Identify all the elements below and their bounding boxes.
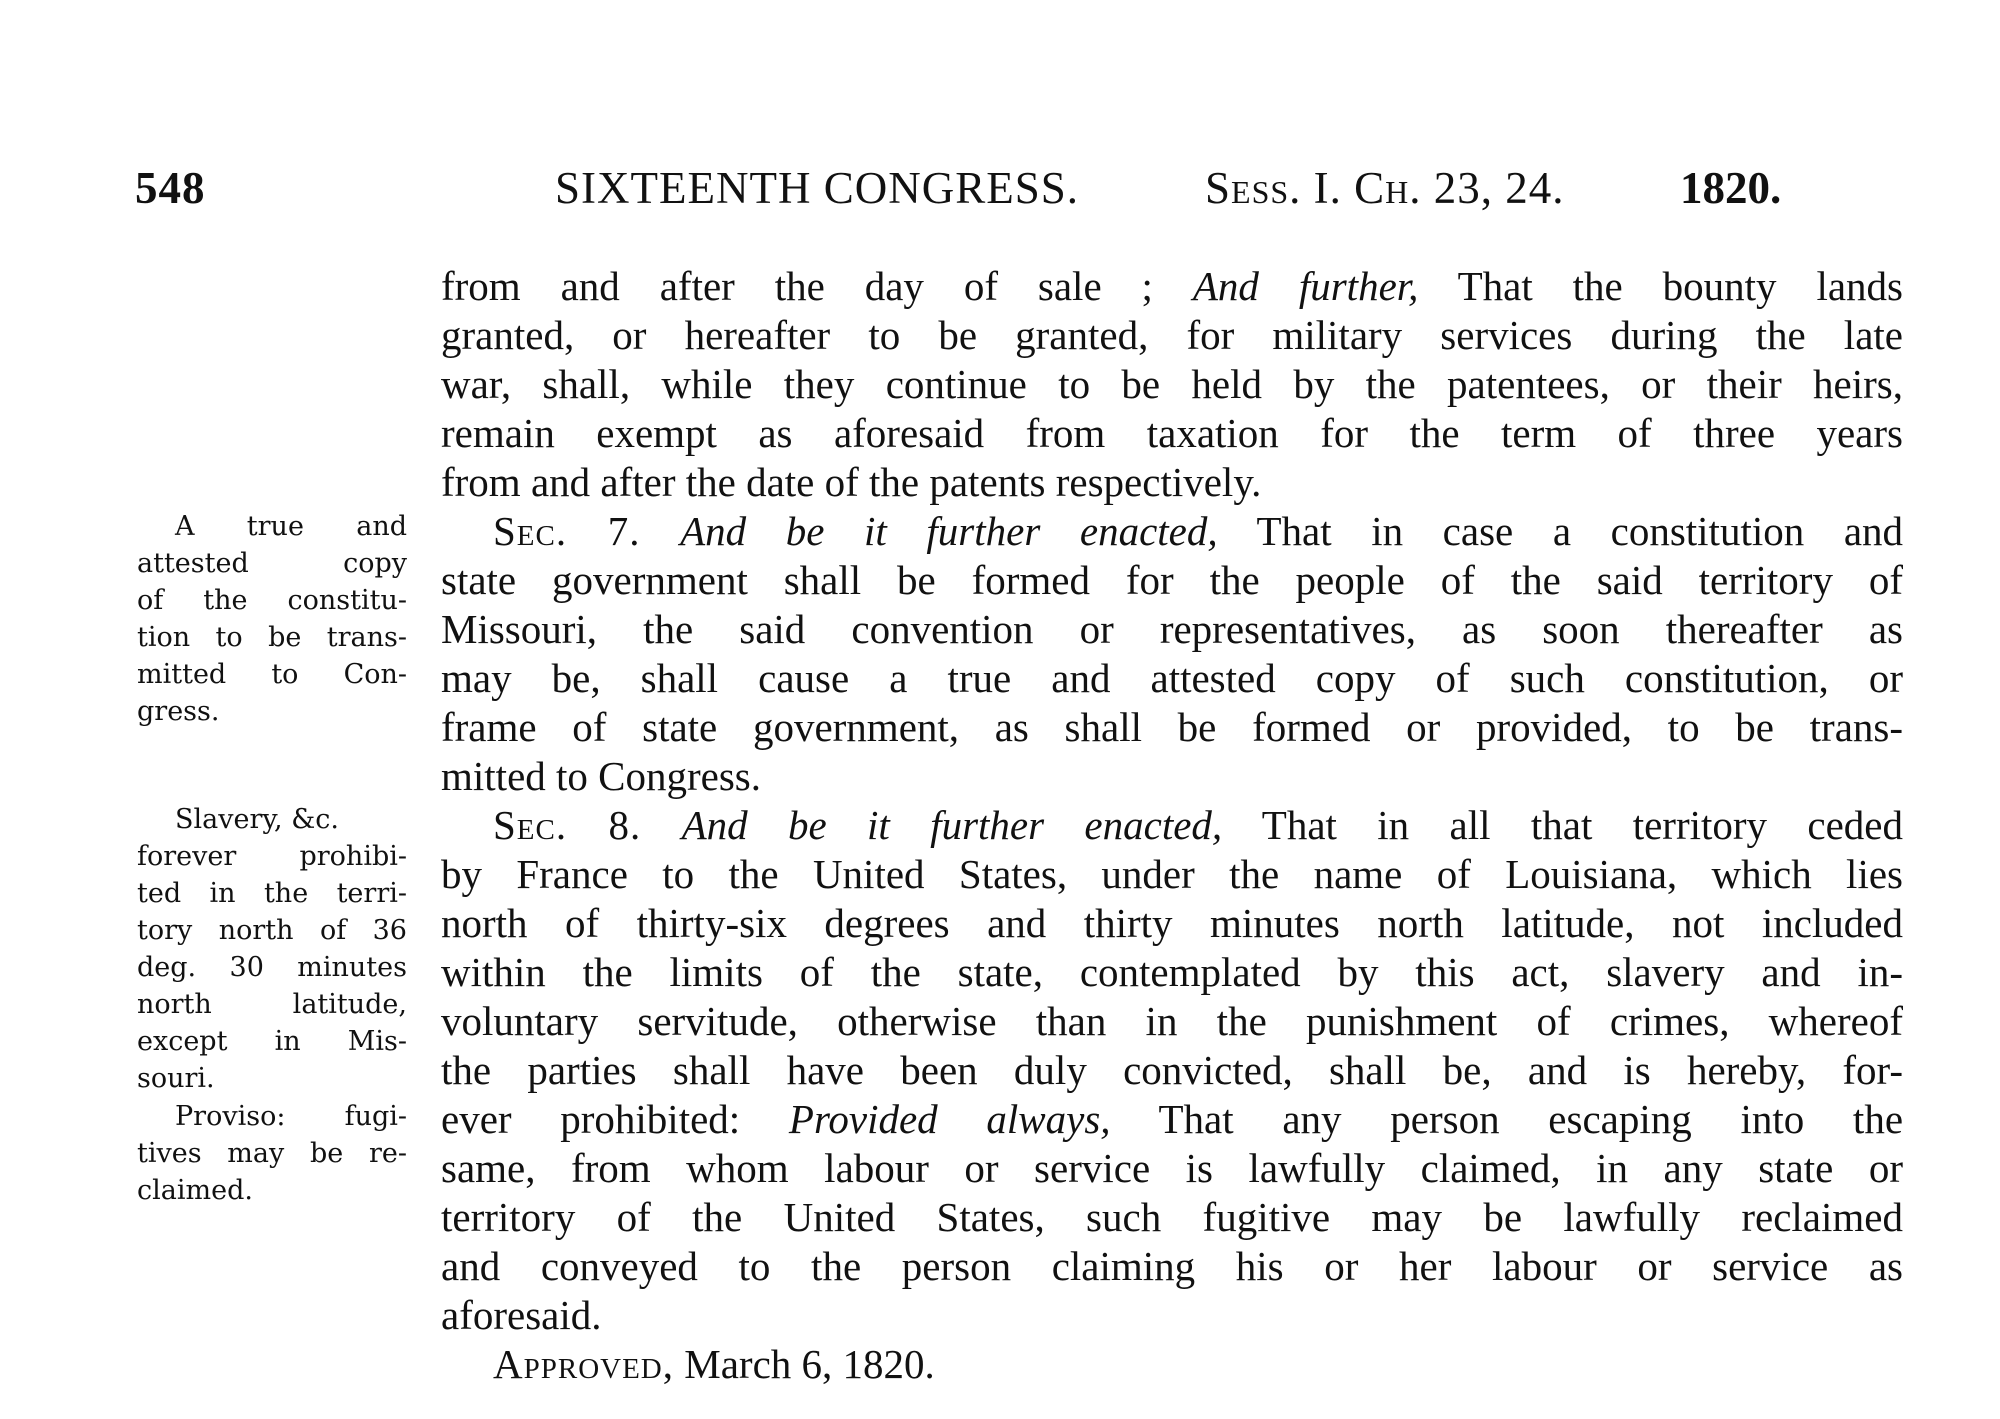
approval-date: March 6, 1820. <box>684 1341 935 1387</box>
running-header <box>135 158 1905 218</box>
text-fragment: That in case a constitution and <box>1256 508 1903 554</box>
margin-note-line: tives may be re- <box>137 1138 407 1169</box>
text-fragment: ever prohibited: <box>441 1096 741 1142</box>
emphasis-provided-always: Provided always, <box>788 1096 1111 1142</box>
margin-note-proviso-fugitives <box>137 1098 407 1209</box>
margin-note-line: Proviso: fugi- <box>175 1101 407 1132</box>
text-line: within the limits of the state, contemplated by this act, slavery and in- <box>441 949 1903 995</box>
text-fragment: That in all that territory ceded <box>1261 802 1903 848</box>
margin-note-slavery-prohibited <box>137 801 407 1097</box>
margin-note-line: except in Mis- <box>137 1026 407 1057</box>
text-line: frame of state government, as shall be formed or provided, to be trans- <box>441 704 1903 750</box>
section-7 <box>441 507 1903 801</box>
text-fragment: That the bounty lands <box>1457 263 1903 309</box>
margin-note-line: claimed. <box>137 1175 253 1206</box>
text-line: aforesaid. <box>441 1292 602 1338</box>
section-7-label: Sec. 7. <box>493 508 641 554</box>
text-line: north of thirty-six degrees and thirty minutes north latitude, not included <box>441 900 1903 946</box>
text-line: the parties shall have been duly convicted, shall be, and is hereby, for- <box>441 1047 1903 1093</box>
body-text <box>441 262 1903 1340</box>
text-line: granted, or hereafter to be granted, for military services during the late <box>441 312 1903 358</box>
section-8 <box>441 801 1903 1340</box>
margin-note-line: attested copy <box>137 548 407 579</box>
emphasis-and-further: And further, <box>1192 263 1419 309</box>
margin-note-line: ted in the terri- <box>137 878 407 909</box>
margin-note-line: Slavery, &c. <box>175 804 339 835</box>
margin-note-line: souri. <box>137 1063 215 1094</box>
session-chapter-reference: Sess. I. Ch. 23, 24. <box>1205 163 1565 213</box>
header-year: 1820. <box>1680 163 1782 213</box>
margin-note-line: deg. 30 minutes <box>137 952 407 983</box>
text-line <box>441 262 1903 311</box>
text-line: voluntary servitude, otherwise than in the punishment of crimes, whereof <box>441 998 1903 1044</box>
page-number: 548 <box>135 163 206 213</box>
text-line: and conveyed to the person claiming his or her labour or service as <box>441 1243 1903 1289</box>
text-line: Missouri, the said convention or representatives, as soon thereafter as <box>441 606 1903 652</box>
text-line: state government shall be formed for the people of the said territory of <box>441 557 1903 603</box>
margin-note-copy-of-constitution <box>137 508 407 730</box>
margin-note-line: mitted to Con- <box>137 659 407 690</box>
margin-note-line: A true and <box>175 511 407 542</box>
margin-note-line: gress. <box>137 696 220 727</box>
section-8-enacting-clause: And be it further enacted, <box>681 802 1223 848</box>
text-line: remain exempt as aforesaid from taxation for the term of three years <box>441 410 1903 456</box>
text-line: by France to the United States, under the name of Louisiana, which lies <box>441 851 1903 897</box>
text-line: mitted to Congress. <box>441 753 762 799</box>
approved-label: Approved, <box>493 1341 675 1387</box>
approval-line <box>493 1340 935 1389</box>
margin-note-line: north latitude, <box>137 989 407 1020</box>
text-line: may be, shall cause a true and attested copy of such constitution, or <box>441 655 1903 701</box>
continuation-paragraph <box>441 262 1903 507</box>
section-7-first-line <box>441 507 1903 556</box>
text-line: territory of the United States, such fugitive may be lawfully reclaimed <box>441 1194 1903 1240</box>
section-8-label: Sec. 8. <box>493 802 642 848</box>
text-line: from and after the date of the patents respectively. <box>441 459 1262 505</box>
section-7-enacting-clause: And be it further enacted, <box>680 508 1218 554</box>
text-line: war, shall, while they continue to be held by the patentees, or their heirs, <box>441 361 1903 407</box>
margin-note-line: tory north of 36 <box>137 915 407 946</box>
running-title: SIXTEENTH CONGRESS. <box>555 163 1080 213</box>
proviso-line <box>441 1095 1903 1144</box>
text-fragment: That any person escaping into the <box>1158 1096 1903 1142</box>
text-fragment: from and after the day of sale ; <box>441 263 1153 309</box>
margin-note-line: forever prohibi- <box>137 841 407 872</box>
section-8-first-line <box>441 801 1903 850</box>
margin-note-line: of the constitu- <box>137 585 407 616</box>
margin-note-line: tion to be trans- <box>137 622 407 653</box>
text-line: same, from whom labour or service is lawfully claimed, in any state or <box>441 1145 1903 1191</box>
